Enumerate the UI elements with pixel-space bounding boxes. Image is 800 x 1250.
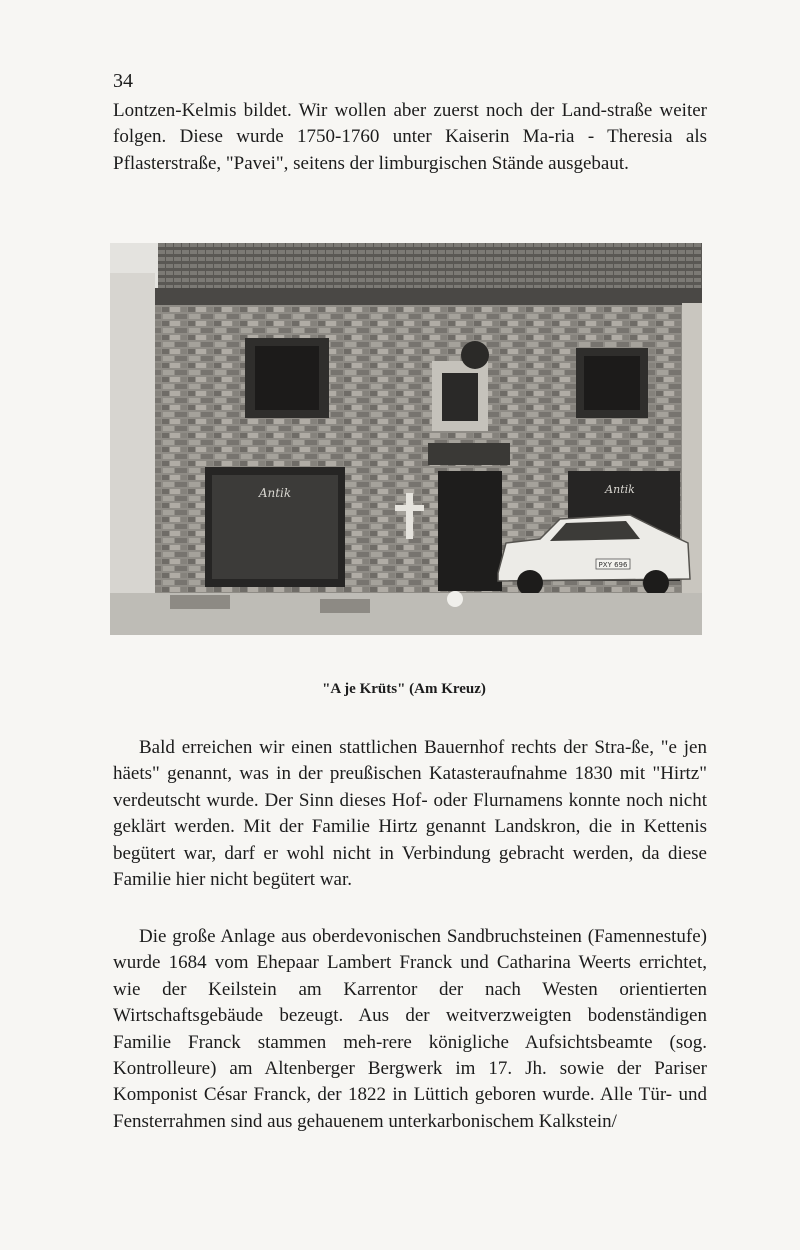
paragraph-franck-family: Die große Anlage aus oberdevonischen Sandbruchsteinen (Famennestufe) wurde 1684 vom Ehepaar Lambert Franck und Catharina Weerts errichtet, wie der Keilstein am Karrentor der nach Westen orientierten Wirtschaftsgebäude bezeugt. Aus der weitverzweigten bodenständigen Familie Franck stammen meh-rere königliche Aufsichtsbeamte (sog. Kontrolleure) am Altenberger Bergwerk im 17. Jh. sowie der Pariser Komponist César Franck, der 1822 in Lüttich geboren wurde. Alle Tür- und Fensterrahmen sind aus gehauenem unterkarbonischem Kalkstein/ <box>113 926 707 1132</box>
photo-caption: "A je Krüts" (Am Kreuz) <box>322 681 486 697</box>
paragraph-top: Lontzen-Kelmis bildet. Wir wollen aber zuerst noch der Land-straße weiter folgen. Diese wurde 1750-1760 unter Kaiserin Ma-ria - Theresia als Pflasterstraße, "Pavei", seitens der limburgischen Stände ausgebaut. <box>113 100 707 174</box>
paragraph-farmhouse: Bald erreichen wir einen stattlichen Bauernhof rechts der Stra-ße, "e jen häets" genannt, was in der preußischen Katasteraufnahme 1830 mit "Hirtz" verdeutscht wurde. Der Sinn dieses Hof- oder Flurnamens konnte noch nicht geklärt werden. Mit der Familie Hirtz genannt Landskron, die in Kettenis begütert war, darf er wohl nicht in Verbindung gebracht werden, da diese Familie hier nicht begütert war. <box>113 737 707 891</box>
page-number: 34 <box>113 70 133 92</box>
shop-sign-left: Antik <box>258 486 292 500</box>
shop-sign-right: Antik <box>605 483 635 496</box>
building-photo <box>110 243 702 635</box>
license-plate: PXY 696 <box>598 561 628 569</box>
